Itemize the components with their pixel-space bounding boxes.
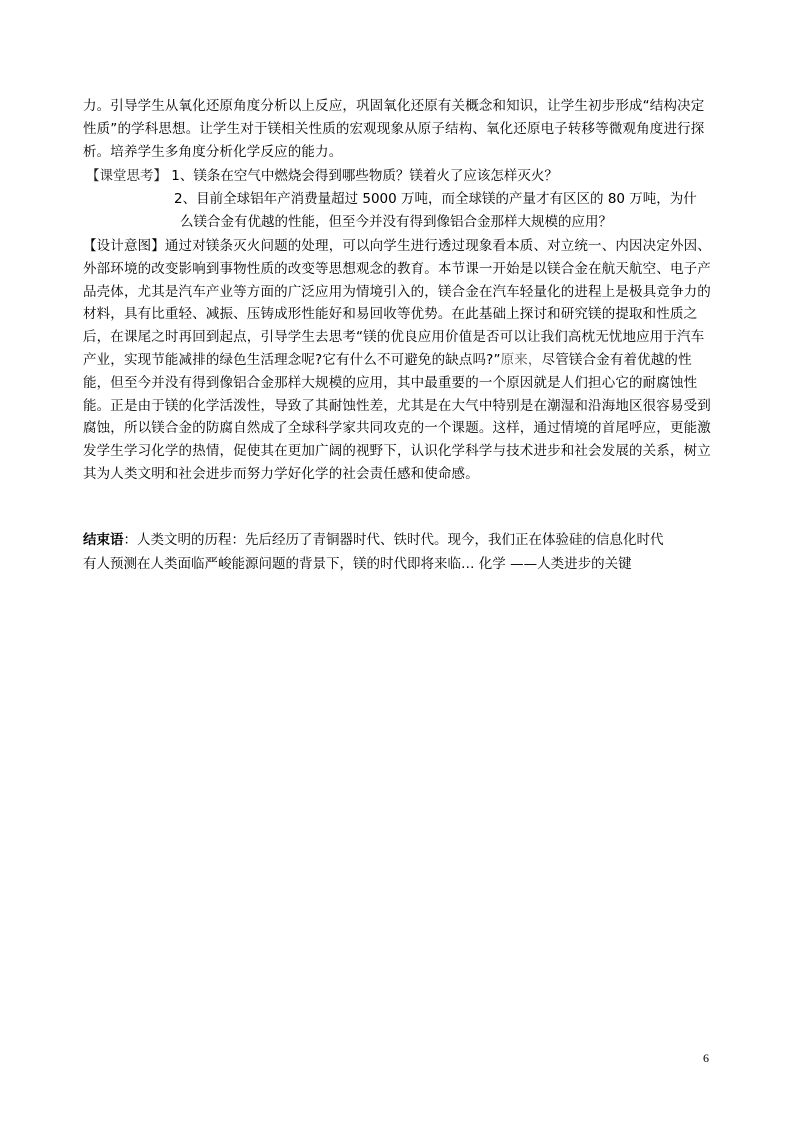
closing-remarks	[83, 528, 723, 576]
closing-line-1-text: ：人类文明的历程：先后经历了青铜器时代、铁时代。现今，我们正在体验硅的信息化时代	[123, 532, 664, 548]
paragraph-reaction-analysis: 力。引导学生从氧化还原角度分析以上反应，巩固氧化还原有关概念和知识，让学生初步形成“结构决定性质”的学科思想。让学生对于镁相关性质的宏观现象从原子结构、氧化还原电子转移等微观角度进行探析。培养学生多角度分析化学反应的能力。	[83, 98, 705, 160]
classroom-thinking-question-2	[174, 188, 714, 234]
classroom-thinking-tag: 【课堂思考】	[86, 168, 167, 184]
question-2-line-2: 么镁合金有优越的性能，但至今并没有得到像铝合金那样大规模的应用？	[180, 214, 612, 230]
design-intent-tag: 【设计意图】	[83, 238, 165, 254]
classroom-thinking-question-1	[86, 165, 558, 188]
page-number: 6	[703, 1051, 709, 1065]
design-intent-text-a: 通过对镁条灭火问题的处理，可以向学生进行透过现象看本质、对立统一、内因决定外因、外部环境的改变影响到事物性质的改变等思想观念的教育。本节课一开始是以镁合金在航天航空、电子产品壳体，尤其是汽车产业等方面的广泛应用为情境引入的，镁合金在汽车轻量化的进程上是极具竞争力的材料，具有比重轻、减振、压铸成形性能好和易回收等优势。在此基础上探讨和研究镁的提取和性质之后，在课尾之时再回到起点，引导学生去思考“镁的优良应用价值是否可以让我们高枕无忧地应用于汽车产业，实现节能减排的绿色生活理念呢?它有什么不可避免的缺点吗?”	[83, 238, 711, 368]
closing-line-2: 有人预测在人类面临严峻能源问题的背景下，镁的时代即将来临… 化学 ——人类进步的关键	[83, 556, 632, 572]
design-intent-paragraph	[83, 235, 713, 486]
closing-line-1	[83, 528, 723, 552]
design-intent-text-b: 尽管镁合金有着优越的性能，但至今并没有得到像铝合金那样大规模的应用，其中最重要的一个原因就是人们担心它的耐腐蚀性能。正是由于镁的化学活泼性，导致了其耐蚀性差，尤其是在大气中特别是在潮湿和沿海地区很容易受到腐蚀，所以镁合金的防腐自然成了全球科学家共同攻克的一个课题。这样，通过情境的首尾呼应，更能激发学生学习化学的热情，促使其在更加广阔的视野下，认识化学科学与技术进步和社会发展的关系，树立其为人类文明和社会进步而努力学好化学的社会责任感和使命感。	[83, 351, 711, 482]
design-intent-gray-text: 原来，	[500, 351, 542, 368]
question-2-line-1: 2、目前全球铝年产消费量超过 5000 万吨，而全球镁的产量才有区区的 80 万吨，为什	[174, 191, 697, 207]
question-1-text: 1、镁条在空气中燃烧会得到哪些物质？镁着火了应该怎样灭火？	[167, 168, 558, 184]
closing-label: 结束语	[83, 532, 124, 548]
